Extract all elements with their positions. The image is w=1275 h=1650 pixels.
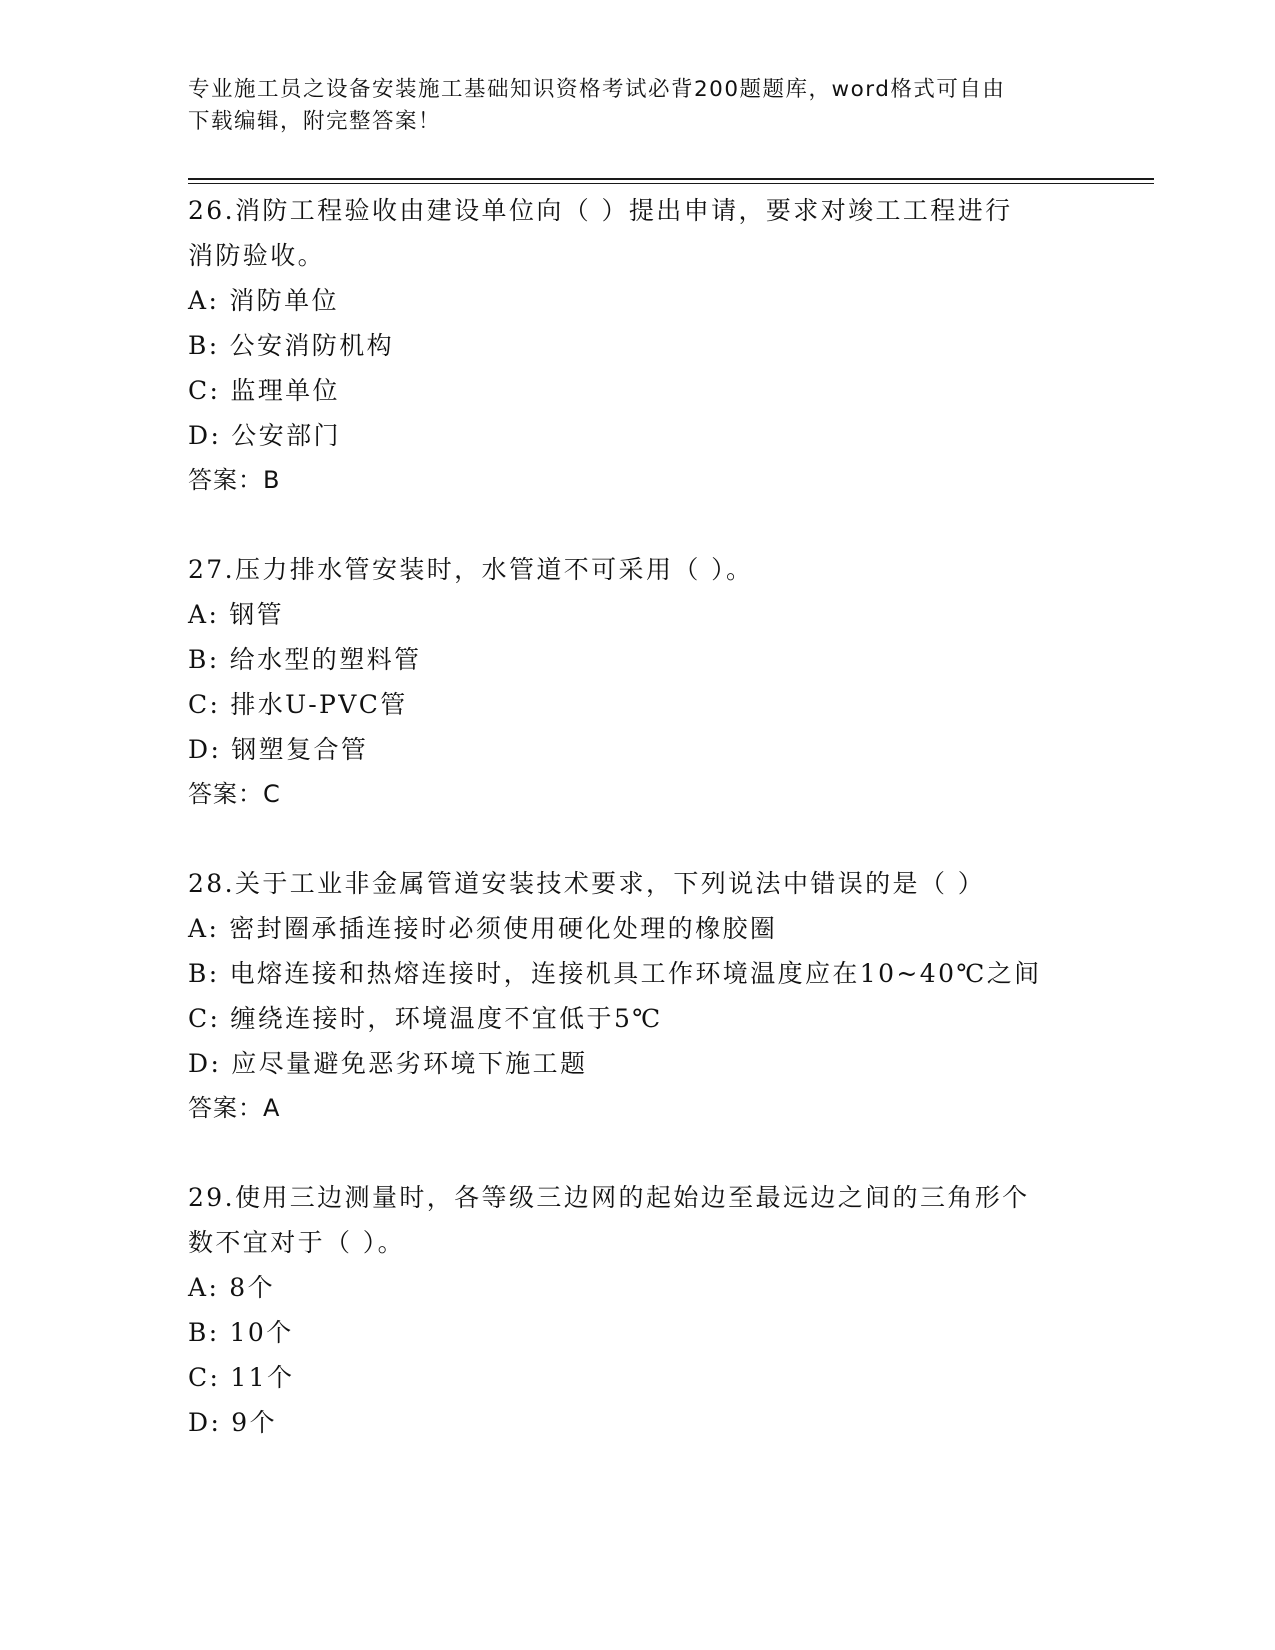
question-stem-line: 29.使用三边测量时，各等级三边网的起始边至最远边之间的三角形个 [188, 1183, 1030, 1212]
option-text: 排水U-PVC管 [230, 690, 408, 719]
option-b [188, 951, 1088, 996]
option-b [188, 323, 1088, 368]
option-letter: C: [188, 376, 221, 405]
option-letter: B: [188, 959, 220, 988]
option-letter: B: [188, 1318, 220, 1347]
answer-line: 答案：B [188, 466, 281, 494]
option-d [188, 1041, 1088, 1086]
option-text: 监理单位 [230, 376, 340, 405]
question-stem-line: 数不宜对于（ ）。 [188, 1228, 406, 1257]
option-text: 9个 [231, 1408, 277, 1437]
answer-line: 答案：A [188, 1094, 281, 1122]
question-stem-line: 26.消防工程验收由建设单位向（ ）提出申请，要求对竣工工程进行 [188, 196, 1013, 225]
option-letter: C: [188, 1004, 221, 1033]
option-a [188, 592, 1088, 637]
option-letter: B: [188, 331, 220, 360]
option-text: 公安部门 [231, 421, 341, 450]
option-letter: A: [188, 286, 220, 315]
option-text: 11个 [230, 1363, 295, 1392]
option-a [188, 278, 1088, 323]
option-text: 给水型的塑料管 [229, 645, 422, 674]
option-text: 公安消防机构 [229, 331, 395, 360]
option-c [188, 368, 1088, 413]
answer-line: 答案：C [188, 780, 281, 808]
option-c [188, 682, 1088, 727]
option-letter: D: [188, 421, 222, 450]
option-text: 密封圈承插连接时必须使用硬化处理的橡胶圈 [229, 914, 778, 943]
option-letter: A: [188, 914, 220, 943]
question-list [188, 188, 1088, 1445]
option-letter: C: [188, 690, 221, 719]
option-letter: B: [188, 645, 220, 674]
option-text: 钢塑复合管 [231, 735, 369, 764]
question-stem-line: 28.关于工业非金属管道安装技术要求，下列说法中错误的是（ ） [188, 869, 986, 898]
option-a [188, 1265, 1088, 1310]
option-text: 消防单位 [229, 286, 339, 315]
option-text: 8个 [229, 1273, 275, 1302]
question-28 [188, 861, 1088, 1131]
header-line-1: 专业施工员之设备安装施工基础知识资格考试必背200题题库，word格式可自由 [188, 77, 1006, 102]
question-stem-line: 消防验收。 [188, 241, 326, 270]
option-letter: D: [188, 1408, 222, 1437]
header-divider-thick [188, 178, 1154, 180]
header-line-2: 下载编辑，附完整答案！ [188, 109, 442, 134]
option-text: 应尽量避免恶劣环境下施工题 [231, 1049, 588, 1078]
document-header [188, 74, 1068, 138]
option-c [188, 996, 1088, 1041]
option-c [188, 1355, 1088, 1400]
option-b [188, 637, 1088, 682]
option-letter: C: [188, 1363, 221, 1392]
option-letter: D: [188, 1049, 222, 1078]
option-d [188, 413, 1088, 458]
question-29 [188, 1175, 1088, 1445]
header-divider-thin [188, 183, 1154, 184]
option-letter: D: [188, 735, 222, 764]
question-26 [188, 188, 1088, 503]
option-text: 电熔连接和热熔连接时，连接机具工作环境温度应在10~40℃之间 [229, 959, 1042, 988]
option-a [188, 906, 1088, 951]
option-text: 缠绕连接时，环境温度不宜低于5℃ [230, 1004, 663, 1033]
option-text: 10个 [229, 1318, 294, 1347]
option-d [188, 1400, 1088, 1445]
option-d [188, 727, 1088, 772]
option-letter: A: [188, 1273, 220, 1302]
option-b [188, 1310, 1088, 1355]
question-stem-line: 27.压力排水管安装时，水管道不可采用（ ）。 [188, 555, 754, 584]
option-letter: A: [188, 600, 220, 629]
question-27 [188, 547, 1088, 817]
option-text: 钢管 [229, 600, 285, 629]
